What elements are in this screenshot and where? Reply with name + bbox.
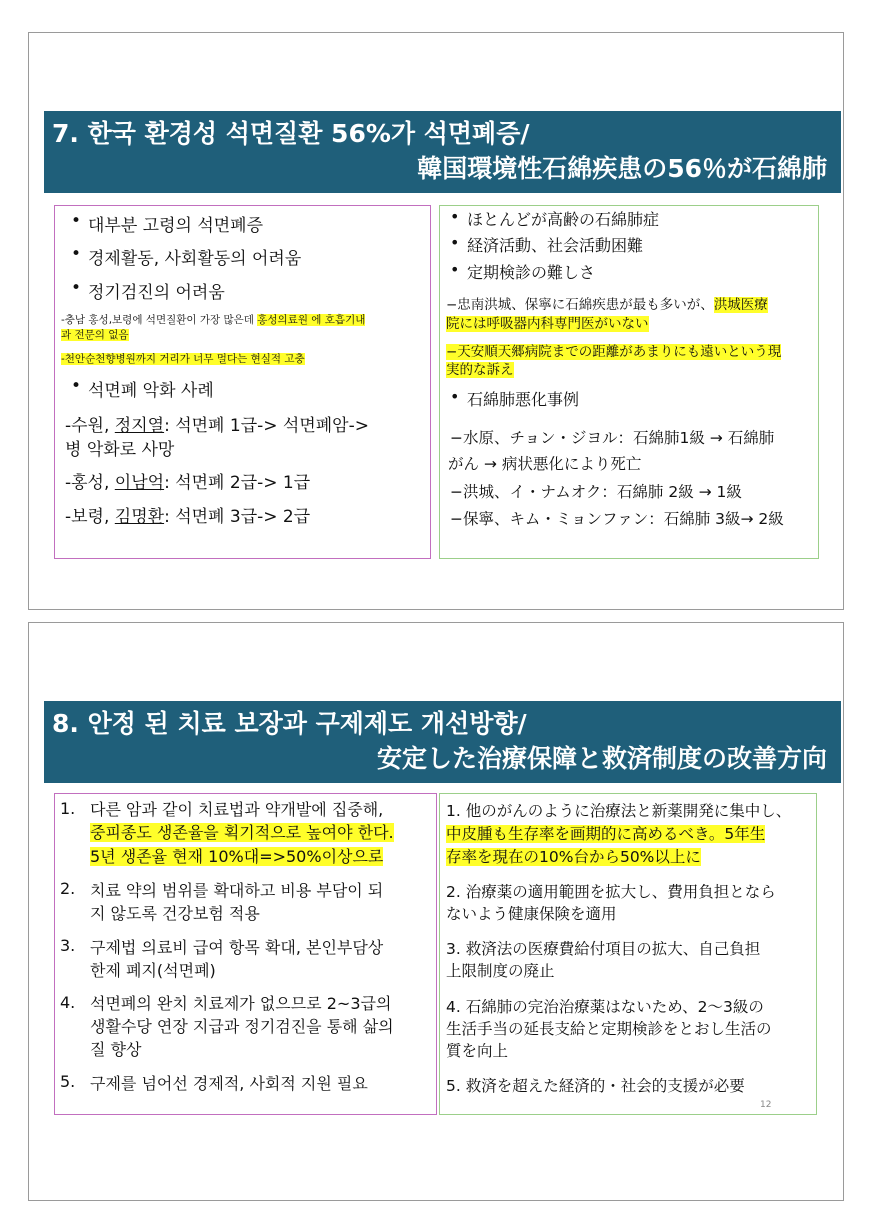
japanese-note-hongseong-line2: 院には呼吸器内科専門医がいない [446, 316, 649, 332]
slide-7-title-japanese: 韓国環境性石綿疾患の56％が石綿肺 [417, 154, 827, 183]
japanese-item-2-line2: ないよう健康保険を適用 [446, 905, 617, 923]
japanese-case-boryeong: −保寧、キム・ミョンファン：石綿肺 3級→ 2級 [450, 510, 784, 528]
slide-8-korean-box [54, 793, 437, 1115]
korean-item-3-number: 3. [60, 936, 76, 955]
korean-item-5-number: 5. [60, 1072, 76, 1091]
slide-7-korean-box [54, 205, 431, 559]
japanese-bullet-elderly: • ほとんどが高齢の石綿肺症 [467, 207, 659, 230]
korean-case-suwon-line2: 병 악화로 사망 [65, 440, 175, 460]
japanese-item-1-line1: 1. 他のがんのように治療法と新薬開発に集中し、 [446, 802, 792, 820]
korean-item-2-number: 2. [60, 879, 76, 898]
korean-bullet-checkup: • 정기검진의 어려움 [88, 278, 225, 303]
japanese-bullet-checkup: • 定期検診の難しさ [467, 260, 595, 283]
slide-8 [28, 622, 844, 1201]
korean-item-3-line2: 한제 폐지(석면폐) [90, 961, 216, 980]
japanese-item-2-line1: 2. 治療薬の適用範囲を拡大し、費用負担となら [446, 883, 776, 901]
korean-item-5-line1: 구제를 넘어선 경제적, 사회적 지원 필요 [90, 1074, 368, 1093]
japanese-item-3-line1: 3. 救済法の医療費給付項目の拡大、自己負担 [446, 940, 761, 958]
page-number: 12 [760, 1100, 772, 1110]
japanese-note-distance-line2: 実的な訴え [446, 362, 514, 378]
japanese-bullet-cases: • 石綿肺悪化事例 [467, 387, 579, 410]
slide-8-japanese-box [439, 793, 817, 1115]
slide-8-title-korean: 8. 안정 된 치료 보장과 구제제도 개선방향/ [52, 709, 527, 738]
korean-item-1-line1: 다른 암과 같이 치료법과 약개발에 집중해, [90, 800, 384, 819]
japanese-case-suwon-line2: がん → 病状悪化により死亡 [448, 455, 642, 473]
korean-note-distance: -천안순천향병원까지 거리가 너무 멀다는 현실적 고충 [61, 353, 305, 365]
slide-8-title-japanese: 安定した治療保障と救済制度の改善方向 [376, 744, 827, 773]
japanese-item-3-line2: 上限制度の廃止 [446, 962, 555, 980]
korean-note-hongseong-line2: 과 전문의 없음 [61, 329, 129, 341]
korean-bullet-elderly: • 대부분 고령의 석면폐증 [88, 211, 263, 236]
korean-case-boryeong: -보령, 김명환: 석면폐 3급-> 2급 [65, 507, 311, 527]
korean-item-4-line1: 석면폐의 완치 치료제가 없으므로 2~3급의 [90, 994, 392, 1013]
slide-8-title-banner [44, 701, 841, 783]
japanese-bullet-economic: • 経済活動、社会活動困難 [467, 233, 643, 256]
japanese-case-hongseong: −洪城、イ・ナムオク：石綿肺 2級 → 1級 [450, 483, 742, 501]
korean-case-suwon: -수원, 정지열: 석면폐 1급-> 석면폐암-> [65, 416, 369, 436]
japanese-item-4-line2: 生活手当の延長支給と定期検診をとおし生活の [446, 1020, 772, 1038]
korean-item-2-line2: 지 않도록 건강보험 적용 [90, 904, 260, 923]
slide-7-japanese-box [439, 205, 819, 559]
japanese-item-5-line1: 5. 救済を超えた経済的・社会的支援が必要 [446, 1077, 745, 1095]
japanese-item-1-line2: 中皮腫も生存率を画期的に高めるべき。5年生 [446, 825, 766, 843]
korean-item-1-number: 1. [60, 799, 76, 818]
korean-item-2-line1: 치료 약의 범위를 확대하고 비용 부담이 되 [90, 881, 384, 900]
japanese-case-suwon: −水原、チョン・ジヨル：石綿肺1級 → 石綿肺 [450, 429, 775, 447]
korean-item-4-number: 4. [60, 993, 76, 1012]
korean-item-4-line2: 생활수당 연장 지급과 정기검진을 통해 삶의 [90, 1017, 394, 1036]
korean-item-3-line1: 구제법 의료비 급여 항목 확대, 본인부담상 [90, 938, 384, 957]
japanese-note-distance: −天安順天郷病院までの距離があまりにも遠いという現 [446, 344, 782, 360]
japanese-item-1-line3: 存率を現在の10%台から50%以上に [446, 848, 701, 866]
slide-7-title-korean: 7. 한국 환경성 석면질환 56%가 석면폐증/ [52, 119, 530, 148]
korean-item-4-line3: 질 향상 [90, 1040, 142, 1059]
korean-note-hongseong: -충남 홍성,보령에 석면질환이 가장 많은데 홍성의료원 에 호흡기내 [61, 314, 366, 326]
korean-item-1-line3: 5년 생존율 현재 10%대=>50%이상으로 [90, 847, 384, 866]
japanese-item-4-line3: 質を向上 [446, 1042, 509, 1060]
japanese-item-4-line1: 4. 石綿肺の完治治療薬はないため、2～3級の [446, 998, 764, 1016]
slide-7-title-banner [44, 111, 841, 193]
korean-bullet-economic: • 경제활동, 사회활동의 어려움 [88, 244, 301, 269]
slide-7 [28, 32, 844, 610]
korean-bullet-cases: • 석면폐 악화 사례 [88, 376, 214, 401]
korean-case-hongseong: -홍성, 이남억: 석면폐 2급-> 1급 [65, 473, 311, 493]
japanese-note-hongseong: −忠南洪城、保寧に石綿疾患が最も多いが、洪城医療 [446, 297, 768, 313]
korean-item-1-line2: 중피종도 생존율을 획기적으로 높여야 한다. [90, 823, 394, 842]
